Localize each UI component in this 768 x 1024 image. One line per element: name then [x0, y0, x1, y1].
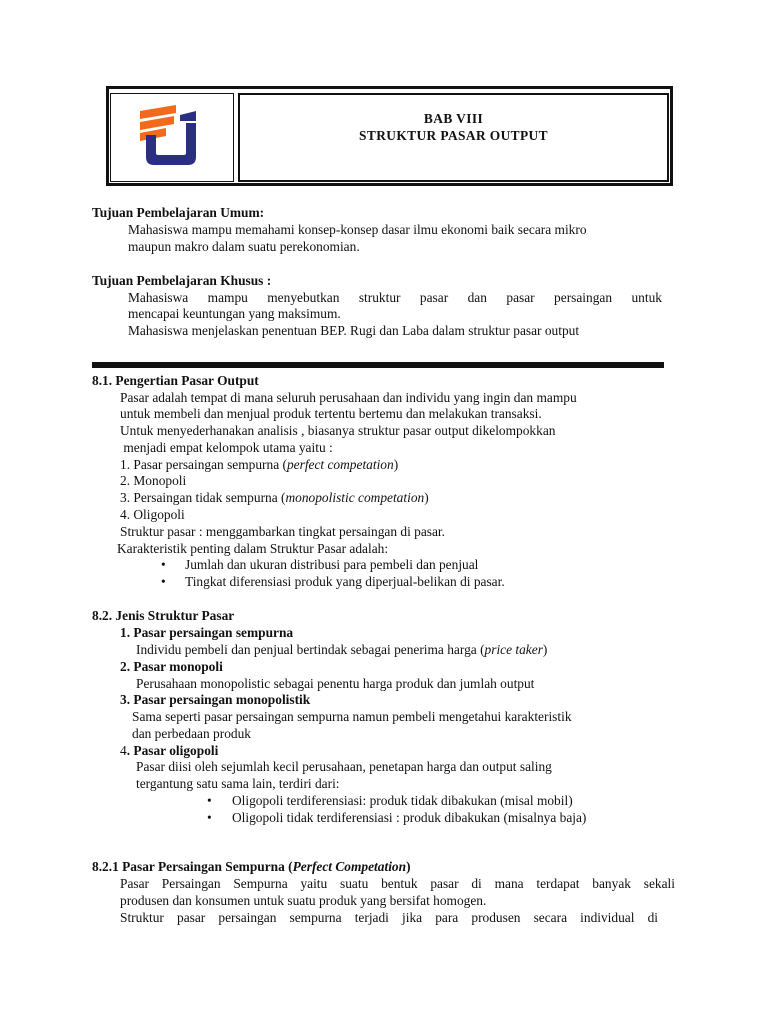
- tpu-line-2: maupun makro dalam suatu perekonomian.: [128, 239, 360, 254]
- s82-item2-title: 2. Pasar monopoli: [120, 659, 223, 674]
- s82-item4-title: 4. Pasar oligopoli: [120, 743, 219, 758]
- s82-bullet-1: Oligopoli terdiferensiasi: produk tidak dibakukan (misal mobil): [232, 793, 573, 808]
- s81-list-item-4: 4. Oligopoli: [120, 507, 185, 522]
- s81-list-item-3: 3. Persaingan tidak sempurna (monopolistic competation): [120, 490, 429, 505]
- logo-cup-shape: [146, 123, 196, 165]
- chapter-number: BAB VIII: [423, 111, 484, 126]
- s82-item2-text: Perusahaan monopolistic sebagai penentu harga produk dan jumlah output: [136, 676, 535, 691]
- s81-p1-line-1: Pasar adalah tempat di mana seluruh perusahaan dan individu yang ingin dan mampu: [120, 390, 577, 405]
- s81-p1-line-2: untuk membeli dan menjual produk tertentu bertemu dan melakukan transaksi.: [120, 406, 542, 421]
- s82-item3-title: 3. Pasar persaingan monopolistik: [120, 692, 311, 707]
- s82-item1-title: 1. Pasar persaingan sempurna: [120, 625, 294, 640]
- s81-list-item-1: 1. Pasar persaingan sempurna (perfect competation): [120, 457, 399, 472]
- s82-item4-line-1: Pasar diisi oleh sejumlah kecil perusahaan, penetapan harga dan output saling: [136, 759, 552, 774]
- s821-line-3: Struktur pasar persaingan sempurna terjadi jika para produsen secara individual di: [120, 910, 658, 925]
- s82-bullet-2: Oligopoli tidak terdiferensiasi : produk dibakukan (misalnya baja): [232, 810, 587, 825]
- tpk-line-1: Mahasiswa mampu menyebutkan struktur pasar dan pasar persaingan untuk: [128, 290, 662, 305]
- bullet-icon: •: [207, 793, 212, 808]
- s81-p2-line-2: menjadi empat kelompok utama yaitu :: [120, 440, 333, 455]
- s82-item3-line-1: Sama seperti pasar persaingan sempurna namun pembeli mengetahui karakteristik: [132, 709, 572, 724]
- s81-definition: Struktur pasar : menggambarkan tingkat persaingan di pasar.: [120, 524, 446, 539]
- s82-item4-line-2: tergantung satu sama lain, terdiri dari:: [136, 776, 340, 791]
- s82-item3-line-2: dan perbedaan produk: [132, 726, 251, 741]
- institution-logo: [136, 105, 198, 167]
- s81-p2-line-1: Untuk menyederhanakan analisis , biasanya struktur pasar output dikelompokkan: [120, 423, 556, 438]
- tpk-line-2: mencapai keuntungan yang maksimum.: [128, 306, 341, 321]
- tpu-line-1: Mahasiswa mampu memahami konsep-konsep dasar ilmu ekonomi baik secara mikro: [128, 222, 587, 237]
- logo-corner: [180, 111, 196, 121]
- tpk-heading: Tujuan Pembelajaran Khusus :: [92, 273, 272, 288]
- section-divider: [92, 362, 664, 368]
- tpu-heading: Tujuan Pembelajaran Umum:: [92, 205, 265, 220]
- bullet-icon: •: [207, 810, 212, 825]
- s81-heading: 8.1. Pengertian Pasar Output: [92, 373, 259, 388]
- s81-bullet-2: Tingkat diferensiasi produk yang diperjual-belikan di pasar.: [185, 574, 505, 589]
- s821-line-2: produsen dan konsumen untuk suatu produk yang bersifat homogen.: [120, 893, 487, 908]
- s821-heading: 8.2.1 Pasar Persaingan Sempurna (Perfect Competation): [92, 859, 411, 874]
- bullet-icon: •: [161, 574, 166, 589]
- s81-characteristics: Karakteristik penting dalam Struktur Pasar adalah:: [117, 541, 389, 556]
- s81-bullet-1: Jumlah dan ukuran distribusi para pembeli dan penjual: [185, 557, 479, 572]
- tpk-line-3: Mahasiswa menjelaskan penentuan BEP. Rugi dan Laba dalam struktur pasar output: [128, 323, 580, 338]
- chapter-title: STRUKTUR PASAR OUTPUT: [359, 128, 548, 143]
- s81-list-item-2: 2. Monopoli: [120, 473, 187, 488]
- s82-heading: 8.2. Jenis Struktur Pasar: [92, 608, 235, 623]
- s821-line-1: Pasar Persaingan Sempurna yaitu suatu bentuk pasar di mana terdapat banyak sekali: [120, 876, 675, 891]
- bullet-icon: •: [161, 557, 166, 572]
- s82-item1-text: Individu pembeli dan penjual bertindak sebagai penerima harga (price taker): [136, 642, 548, 657]
